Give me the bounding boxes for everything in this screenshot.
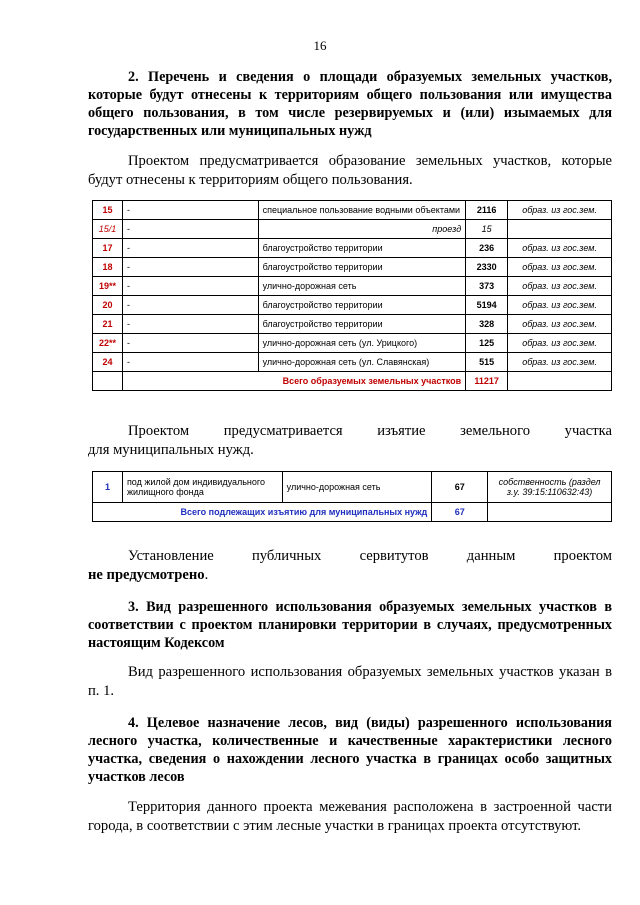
seizure-paragraph (88, 422, 612, 460)
plot-number: 17 (93, 239, 123, 258)
plot-note: образ. из гос.зем. (508, 239, 612, 258)
plot-number: 24 (93, 353, 123, 372)
plot-number: 15/1 (93, 220, 123, 239)
plot-use: проезд (258, 220, 466, 239)
plot-area: 236 (466, 239, 508, 258)
seizure-total-label: Всего подлежащих изъятию для муниципальных нужд (93, 503, 432, 522)
seizure-line-1 (88, 422, 612, 441)
section-3-paragraph: Вид разрешенного использования образуемых земельных участков указан в п. 1. (88, 664, 612, 699)
table-row (93, 315, 612, 334)
seizure-word: участка (564, 423, 612, 439)
plot-number: 19** (93, 277, 123, 296)
plot-area: 15 (466, 220, 508, 239)
seizure-word: Проектом (128, 423, 190, 439)
plot-owner: - (122, 315, 258, 334)
plot-owner: - (122, 258, 258, 277)
plot-owner: - (122, 296, 258, 315)
plot-owner: - (122, 239, 258, 258)
plot-note: образ. из гос.зем. (508, 315, 612, 334)
plot-note: образ. из гос.зем. (508, 334, 612, 353)
plot-area: 373 (466, 277, 508, 296)
servitude-word: публичных (252, 548, 322, 564)
plot-number: 15 (93, 201, 123, 220)
seizure-word: изъятие (377, 423, 426, 439)
plot-note: образ. из гос.зем. (508, 201, 612, 220)
seizure-row-note: собственность (раздел з.у. 39:15:110632:43) (488, 472, 612, 503)
section-2-paragraph: Проектом предусматривается образование земельных участков, которые будут отнесены к территориям общего пользования. (88, 153, 612, 188)
plot-use: благоустройство территории (258, 296, 466, 315)
section-2-heading-text: 2. Перечень и сведения о площади образуемых земельных участков, которые будут отнесены к территориям общего пользования или имущества общего пользования, в том числе резервируемых и (или) изымаемых для государственных или муниципальных нужд (88, 69, 612, 139)
seizure-row-number: 1 (93, 472, 123, 503)
plot-use: благоустройство территории (258, 258, 466, 277)
plot-owner: - (122, 220, 258, 239)
servitude-paragraph (88, 547, 612, 585)
table-row (93, 472, 612, 503)
plot-area: 515 (466, 353, 508, 372)
seizure-word: предусматривается (223, 423, 343, 439)
plot-note: образ. из гос.зем. (508, 353, 612, 372)
seizure-row-area: 67 (432, 472, 488, 503)
plot-use: благоустройство территории (258, 239, 466, 258)
seizure-word: земельного (460, 423, 531, 439)
formed-total-value: 11217 (466, 372, 508, 391)
table-row (93, 220, 612, 239)
plot-area: 328 (466, 315, 508, 334)
plot-note: образ. из гос.зем. (508, 258, 612, 277)
plot-note: образ. из гос.зем. (508, 296, 612, 315)
plot-use: улично-дорожная сеть (258, 277, 466, 296)
seizure-table (92, 471, 612, 522)
plot-number: 20 (93, 296, 123, 315)
section-4-heading (88, 714, 612, 786)
table-row (93, 258, 612, 277)
total-empty (93, 372, 123, 391)
table-row (93, 372, 612, 391)
table-row (93, 334, 612, 353)
servitude-word: Установление (128, 548, 214, 564)
table-row (93, 239, 612, 258)
section-4-heading-text: 4. Целевое назначение лесов, вид (виды) разрешенного использования лесного участка, количественные и качественные характеристики лесного участка, сведения о нахождении лесного участка в границах особо защитных участков лесов (88, 715, 612, 785)
formed-plots-table (92, 200, 612, 391)
section-2-heading (88, 68, 612, 140)
seizure-row-new-use: улично-дорожная сеть (282, 472, 432, 503)
plot-use: специальное пользование водными объектами (258, 201, 466, 220)
plot-owner: - (122, 353, 258, 372)
servitude-word: сервитутов (359, 548, 429, 564)
seizure-row-current-use: под жилой дом индивидуального жилищного фонда (122, 472, 282, 503)
plot-area: 2116 (466, 201, 508, 220)
page-number: 16 (313, 38, 327, 53)
servitude-word: проектом (553, 548, 613, 564)
servitude-line-1 (88, 547, 612, 566)
seizure-total-value: 67 (432, 503, 488, 522)
section-3-heading-text: 3. Вид разрешенного использования образуемых земельных участков в соответствии с проектом планировки территории в случаях, предусмотренных настоящим Кодексом (88, 599, 612, 651)
section-3-heading (88, 598, 612, 652)
plot-note: образ. из гос.зем. (508, 277, 612, 296)
plot-number: 21 (93, 315, 123, 334)
plot-use: улично-дорожная сеть (ул. Урицкого) (258, 334, 466, 353)
table-row (93, 503, 612, 522)
plot-area: 5194 (466, 296, 508, 315)
table-row (93, 201, 612, 220)
table-row (93, 296, 612, 315)
plot-note (508, 220, 612, 239)
section-4-paragraph: Территория данного проекта межевания расположена в застроенной части города, в соответствии с этим лесные участки в границах проекта отсутствуют. (88, 799, 612, 834)
servitude-word: данным (466, 548, 516, 564)
total-note-empty (508, 372, 612, 391)
formed-total-label: Всего образуемых земельных участков (122, 372, 465, 391)
servitude-emphasis: не предусмотрено (88, 567, 205, 583)
plot-number: 22** (93, 334, 123, 353)
plot-use: улично-дорожная сеть (ул. Славянская) (258, 353, 466, 372)
table-row (93, 277, 612, 296)
plot-owner: - (122, 201, 258, 220)
servitude-tail: . (204, 567, 209, 583)
seizure-line-2: для муниципальных нужд. (88, 442, 254, 458)
table-row (93, 353, 612, 372)
plot-owner: - (122, 334, 258, 353)
plot-use: благоустройство территории (258, 315, 466, 334)
plot-area: 2330 (466, 258, 508, 277)
plot-area: 125 (466, 334, 508, 353)
servitude-line-2 (88, 566, 612, 585)
seizure-total-empty (488, 503, 612, 522)
plot-number: 18 (93, 258, 123, 277)
plot-owner: - (122, 277, 258, 296)
